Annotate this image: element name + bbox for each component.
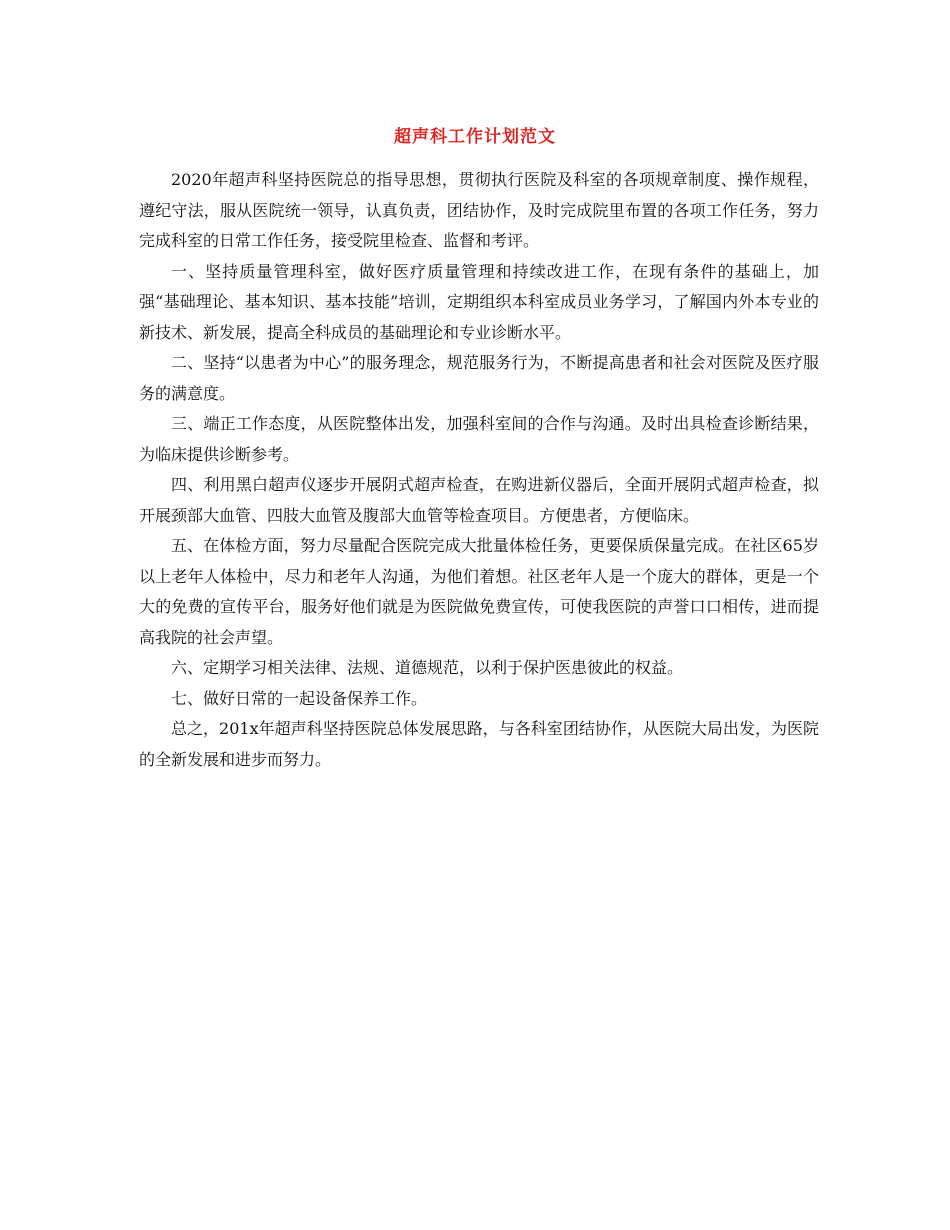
- paragraph-item-6: 六、定期学习相关法律、法规、道德规范，以利于保护医患彼此的权益。: [171, 658, 684, 677]
- paragraph-item-5: 五、在体检方面，努力尽量配合医院完成大批量体检任务，更要保质保量完成。在社区65岁以上老年人体检中，尽力和老年人沟通，为他们着想。社区老年人是一个庞大的群体，更是一个大的免费的宣传平台，服务好他们就是为医院做免费宣传，可使我医院的声誉口口相传，进而提高我院的社会声望。: [139, 536, 819, 647]
- document-title: 超声科工作计划范文: [394, 127, 556, 147]
- paragraph-item-3: 三、端正工作态度，从医院整体出发，加强科室间的合作与沟通。及时出具检查诊断结果，为临床提供诊断参考。: [139, 414, 819, 464]
- paragraph-item-2: 二、坚持“以患者为中心”的服务理念，规范服务行为，不断提高患者和社会对医院及医疗服务的满意度。: [139, 353, 819, 403]
- document-body: [139, 165, 819, 775]
- paragraph-intro: 2020年超声科坚持医院总的指导思想，贯彻执行医院及科室的各项规章制度、操作规程，遵纪守法，服从医院统一领导，认真负责，团结协作，及时完成院里布置的各项工作任务，努力完成科室的日常工作任务，接受院里检查、监督和考评。: [139, 170, 819, 250]
- paragraph-conclusion: 总之，201x年超声科坚持医院总体发展思路，与各科室团结协作，从医院大局出发，为医院的全新发展和进步而努力。: [139, 719, 819, 769]
- paragraph-item-4: 四、利用黑白超声仪逐步开展阴式超声检查，在购进新仪器后，全面开展阴式超声检查，拟开展颈部大血管、四肢大血管及腹部大血管等检查项目。方便患者，方便临床。: [139, 475, 819, 525]
- paragraph-item-7: 七、做好日常的一起设备保养工作。: [171, 688, 428, 708]
- paragraph-item-1: 一、坚持质量管理科室，做好医疗质量管理和持续改进工作，在现有条件的基础上，加强“基础理论、基本知识、基本技能”培训，定期组织本科室成员业务学习，了解国内外本专业的新技术、新发展，提高全科成员的基础理论和专业诊断水平。: [139, 261, 819, 342]
